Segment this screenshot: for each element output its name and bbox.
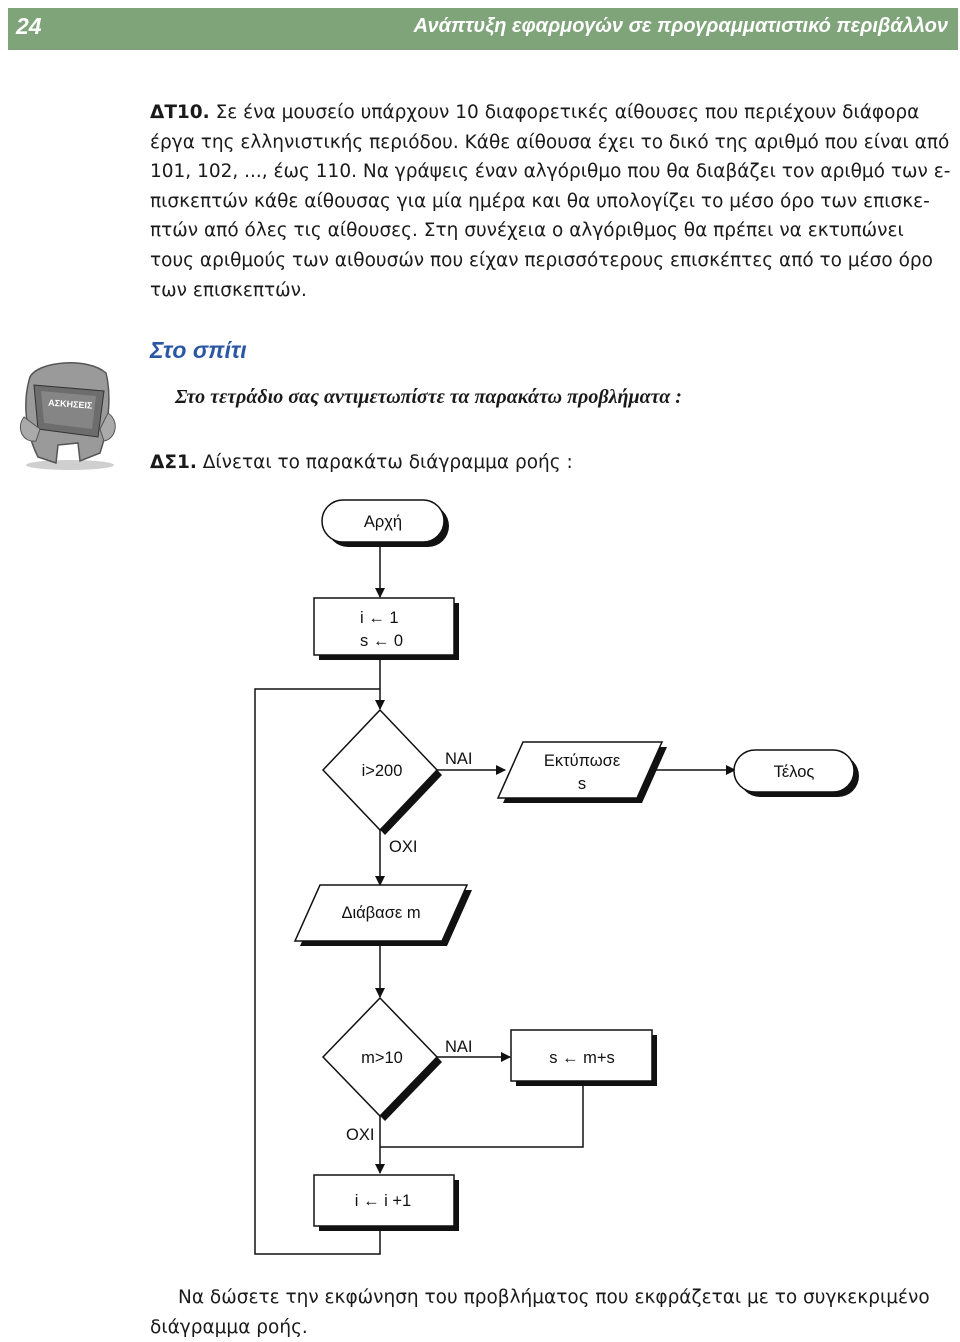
final-line-2: διάγραμμα ροής. xyxy=(150,1316,308,1338)
final-instruction xyxy=(150,1283,958,1342)
init-i-label: i ← 1 xyxy=(360,609,399,627)
cond-2-label: m>10 xyxy=(361,1049,403,1067)
dt10-line-3: 101, 102, ..., έως 110. Να γράψεις έναν αλγόριθμο που θα διαβάζει τον αριθμό των ε- xyxy=(150,161,951,183)
init-s-label: s ← 0 xyxy=(360,632,404,650)
read-label: Διάβασε m xyxy=(341,904,421,922)
exercise-label: ΔΤ10. xyxy=(150,102,210,123)
print-io xyxy=(498,742,667,803)
assign-process xyxy=(511,1030,657,1086)
end-label: Τέλος xyxy=(773,763,815,781)
cond-1-label: i>200 xyxy=(361,762,403,780)
print-label-2: s xyxy=(577,775,587,793)
dt10-line-7: των επισκεπτών. xyxy=(150,279,307,301)
section-heading: Στο σπίτι xyxy=(150,337,247,363)
dt10-line-6: τους αριθμούς των αιθουσών που είχαν περισσότερους επισκέπτες από το μέσο όρο xyxy=(150,249,933,271)
final-line-1: Να δώσετε την εκφώνηση του προβλήματος που εκφράζεται με το συγκεκριμένο xyxy=(178,1287,930,1308)
yes-2-label: ΝΑΙ xyxy=(445,1038,473,1056)
page-number: 24 xyxy=(16,13,42,39)
decision-i-200 xyxy=(323,710,442,835)
instruction-text: Στο τετράδιο σας αντιμετωπίστε τα παρακάτω προβλήματα : xyxy=(175,386,682,408)
dt10-line-1: ΔΤ10. Σε ένα μουσείο υπάρχουν 10 διαφορετικές αίθουσες που περιέχουν διάφορα xyxy=(150,102,920,123)
read-io xyxy=(295,885,472,946)
exercise-ds1: ΔΣ1. Δίνεται το παρακάτω διάγραμμα ροής : xyxy=(150,452,573,473)
start-label: Αρχή xyxy=(363,513,403,531)
mascot-label: ΑΣΚΗΣΕΙΣ xyxy=(47,397,93,411)
end-terminal xyxy=(734,750,859,797)
exercise-label: ΔΣ1. xyxy=(150,452,197,473)
print-label-1: Εκτύπωσε xyxy=(543,752,621,770)
dt10-line-4: πισκεπτών κάθε αίθουσας για μία ημέρα και θα υπολογίζει το μέσο όρο των επισκε- xyxy=(150,190,930,212)
assign-label: s ← m+s xyxy=(549,1049,615,1067)
chapter-title: Ανάπτυξη εφαρμογών σε προγραμματιστικό περιβάλλον xyxy=(413,15,948,37)
decision-m-10 xyxy=(323,998,442,1121)
increment-label: i ← i +1 xyxy=(354,1192,412,1210)
increment-process xyxy=(314,1175,459,1231)
no-1-label: ΟΧΙ xyxy=(389,838,418,856)
init-process xyxy=(314,598,459,660)
start-terminal xyxy=(322,500,449,547)
no-2-label: ΟΧΙ xyxy=(346,1126,375,1144)
dt10-line-5: πτών από όλες τις αίθουσες. Στη συνέχεια ο αλγόριθμος θα πρέπει να εκτυπώνει xyxy=(150,220,904,242)
yes-1-label: ΝΑΙ xyxy=(445,750,473,768)
dt10-line-2: έργα της ελληνιστικής περιόδου. Κάθε αίθουσα έχει το δικό της αριθμό που είναι από xyxy=(150,131,950,153)
